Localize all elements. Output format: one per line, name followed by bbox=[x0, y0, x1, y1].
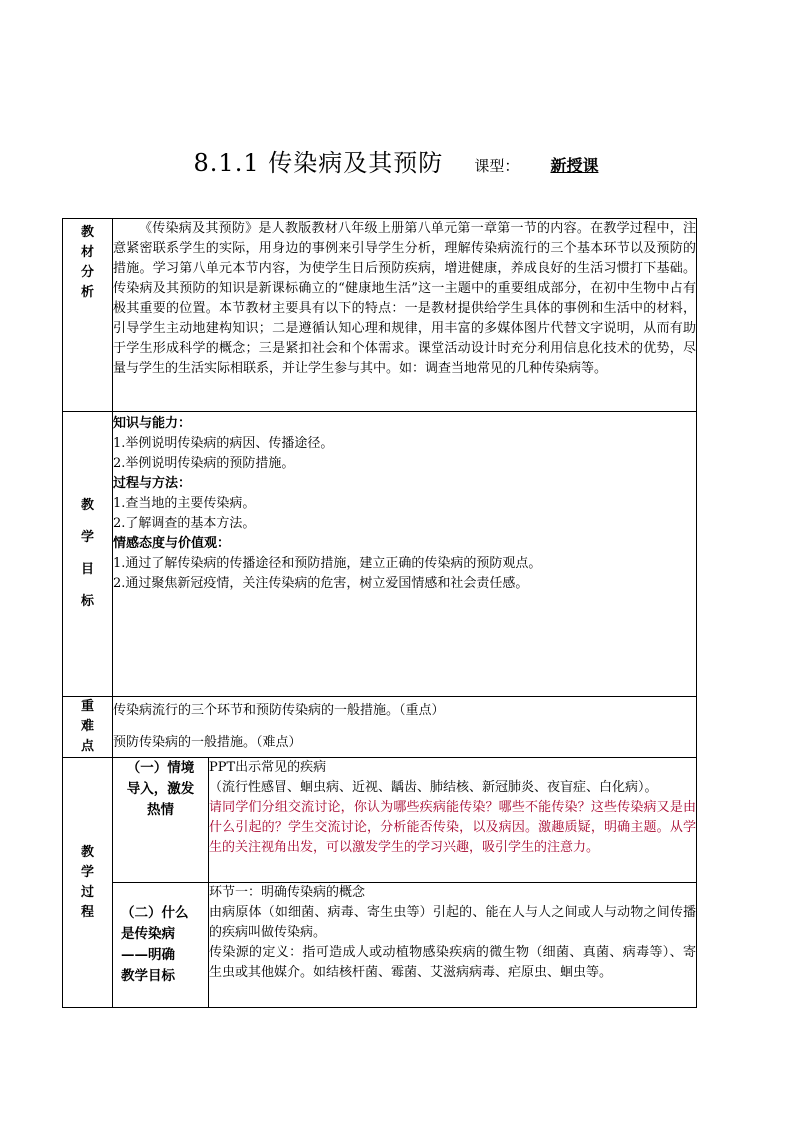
stage-2-line-3: 传染源的定义：指可造成人或动植物感染疾病的微生物（细菌、真菌、病毒等）、寄生虫或其他媒介。如结核杆菌、霉菌、艾滋病病毒、疟原虫、蛔虫等。 bbox=[209, 945, 696, 980]
process-heading: 过程与方法： bbox=[113, 476, 192, 491]
goals-row bbox=[63, 412, 697, 697]
stage-1-highlight: 请同学们分组交流讨论，你认为哪些疾病能传染？哪些不能传染？这些传染病又是由什么引起的？学生交流讨论，分析能否传染，以及病因。激趣质疑，明确主题。从学生的关注视角出发，可以激发学生的学习兴趣，吸引学生的注意力。 bbox=[209, 800, 696, 855]
lesson-title: 8.1.1 传染病及其预防 bbox=[193, 149, 444, 177]
process-row-1 bbox=[63, 758, 697, 883]
goals-content bbox=[113, 412, 697, 697]
process-row-2 bbox=[63, 883, 697, 1008]
lesson-type-value: 新授课 bbox=[550, 156, 599, 175]
knowledge-item-2: 2.举例说明传染病的预防措施。 bbox=[113, 456, 295, 471]
stage-1-name: （一）情境 导入，激发 热情 bbox=[113, 758, 209, 883]
emotion-heading: 情感态度与价值观： bbox=[113, 536, 231, 551]
stage-2-line-1: 环节一：明确传染病的概念 bbox=[209, 885, 366, 900]
analysis-text: 《传染病及其预防》是人教版教材八年级上册第八单元第一章第一节的内容。在教学过程中，注意紧密联系学生的实际，用身边的事例来引导学生分析，理解传染病流行的三个基本环节以及预防的措施。学习第八单元本节内容，为使学生日后预防疾病，增进健康，养成良好的生活习惯打下基础。传染病及其预防的知识是新课标确立的“健康地生活”这一主题中的重要组成部分，在初中生物中占有极其重要的位置。本节教材主要具有以下的特点：一是教材提供给学生具体的事例和生活中的材料，引导学生主动地建构知识；二是遵循认知心理和规律，用丰富的多媒体图片代替文字说明，从而有助于学生形成科学的概念；三是紧扣社会和个体需求。课堂活动设计时充分利用信息化技术的优势，尽量与学生的生活实际相联系，并让学生参与其中。如：调查当地常见的几种传染病等。 bbox=[113, 221, 696, 376]
difficult-point-text: 预防传染病的一般措施。（难点） bbox=[113, 735, 302, 750]
analysis-label: 教 材 分 析 bbox=[63, 219, 113, 412]
key-point-text: 传染病流行的三个环节和预防传染病的一般措施。（重点） bbox=[113, 703, 445, 718]
stage-1-content bbox=[209, 758, 697, 883]
stage-2-name: （二）什么 是传染病 ——明确 教学目标 bbox=[113, 883, 209, 1008]
process-item-2: 2.了解调查的基本方法。 bbox=[113, 516, 256, 531]
stage-1-line-2: （流行性感冒、蛔虫病、近视、龋齿、肺结核、新冠肺炎、夜盲症、白化病）。 bbox=[209, 780, 658, 795]
stage-1-line-1: PPT出示常见的疾病 bbox=[209, 760, 327, 775]
key-points-label: 重 难 点 bbox=[63, 697, 113, 758]
lesson-plan-table bbox=[62, 218, 697, 1008]
process-item-1: 1.查当地的主要传染病。 bbox=[113, 496, 256, 511]
analysis-row bbox=[63, 219, 697, 412]
key-points-row bbox=[63, 697, 697, 758]
knowledge-heading: 知识与能力： bbox=[113, 416, 192, 431]
stage-2-content bbox=[209, 883, 697, 1008]
knowledge-item-1: 1.举例说明传染病的病因、传播途径。 bbox=[113, 436, 334, 451]
goals-label: 教 学 目 标 bbox=[63, 412, 113, 697]
stage-2-line-2: 由病原体（如细菌、病毒、寄生虫等）引起的、能在人与人之间或人与动物之间传播的疾病叫做传染病。 bbox=[209, 905, 696, 940]
process-label: 教 学 过 程 bbox=[63, 758, 113, 1008]
emotion-item-1: 1.通过了解传染病的传播途径和预防措施，建立正确的传染病的预防观点。 bbox=[113, 556, 542, 571]
lesson-type-label: 课型： bbox=[474, 157, 520, 175]
document-title bbox=[0, 143, 794, 178]
key-points-content bbox=[113, 697, 697, 758]
analysis-content bbox=[113, 219, 697, 412]
emotion-item-2: 2.通过聚焦新冠疫情，关注传染病的危害，树立爱国情感和社会责任感。 bbox=[113, 576, 529, 591]
